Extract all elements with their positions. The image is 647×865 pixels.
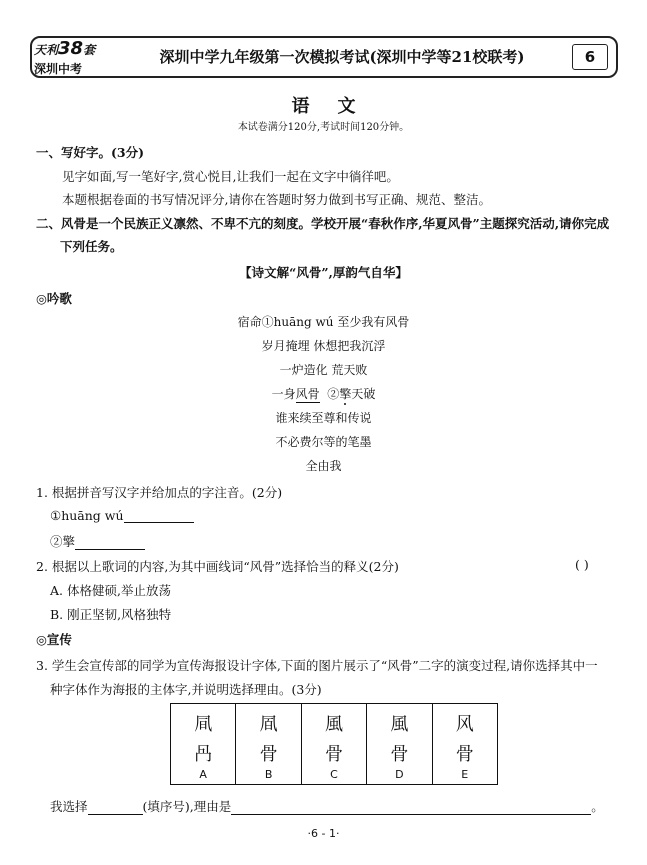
page-footer: ·6 - 1· — [307, 827, 340, 840]
section2-heading-line2: 下列任务。 — [60, 239, 123, 254]
logo-brand: 天利38套 — [34, 38, 96, 59]
poem-line-4: 一身风骨 ②擎天破 — [271, 387, 376, 401]
section1-paragraph-2: 本题根据卷面的书写情况评分,请你在答题时努力做到书写正确、规范、整洁。 — [62, 192, 491, 207]
glyph-cell: 風 骨 D — [367, 704, 432, 785]
glyph-cell: 风 骨 E — [432, 704, 497, 785]
question-2: 2. 根据以上歌词的内容,为其中画线词“风骨”选择恰当的释义(2分) — [36, 559, 399, 574]
poem-line-7: 全由我 — [305, 459, 342, 473]
poem-line-2: 岁月掩埋 休想把我沉浮 — [261, 339, 386, 353]
publisher-logo — [34, 40, 114, 74]
q2-option-b: B. 刚正坚韧,风格独特 — [50, 607, 172, 622]
reason-blank[interactable] — [231, 802, 591, 815]
poem-line-3: 一炉造化 荒天败 — [279, 363, 368, 377]
poem-line-6: 不必费尔等的笔墨 — [275, 435, 372, 449]
question-1: 1. 根据拼音写汉字并给加点的字注音。(2分) — [36, 485, 283, 500]
choice-parentheses[interactable]: ( ) — [575, 557, 589, 572]
q2-option-a: A. 体格健硕,举止放荡 — [50, 583, 171, 598]
subsection-promote: ◎宣传 — [36, 632, 72, 647]
underlined-word: 风骨 — [295, 387, 320, 401]
exam-title: 深圳中学九年级第一次模拟考试(深圳中学等21校联考) — [159, 48, 525, 66]
glyph-cell: 凬 冎 A — [171, 704, 236, 785]
q1-blank-b: ②擎 — [50, 532, 145, 550]
question-3-line2: 种字体作为海报的主体字,并说明选择理由。(3分) — [50, 682, 322, 697]
glyph-evolution-table — [170, 703, 498, 785]
poem-line-1: 宿命①huāng wú 至少我有风骨 — [237, 315, 410, 329]
logo-subtitle: 深圳中考 — [34, 62, 83, 76]
header-band — [30, 36, 618, 78]
q1-blank-a: ①huāng wú — [50, 508, 194, 523]
q3-answer-line: 我选择 (填序号),理由是 。 — [50, 799, 604, 814]
glyph-label: C — [330, 768, 338, 781]
question-3-line1: 3. 学生会宣传部的同学为宣传海报设计字体,下面的图片展示了“风骨”二字的演变过程,请你选择其中一 — [36, 658, 598, 673]
glyph-cell: 凮 骨 B — [236, 704, 301, 785]
paper-number: 6 — [572, 44, 608, 70]
glyph-label: A — [199, 768, 207, 781]
poem-line-5: 谁来续至尊和传说 — [275, 411, 372, 425]
subsection-sing: ◎吟歌 — [36, 291, 72, 306]
section2-heading-line1: 二、风骨是一个民族正义凛然、不卑不亢的刻度。学校开展“春秋作序,华夏风骨”主题探究活动,请你完成 — [36, 216, 610, 231]
glyph-label: D — [395, 768, 404, 781]
answer-blank[interactable] — [124, 510, 194, 523]
score-note: 本试卷满分120分,考试时间120分钟。 — [237, 122, 410, 133]
subject-title: 语文 — [291, 96, 384, 117]
dotted-character: 擎 — [339, 387, 352, 401]
task-title: 【诗文解“风骨”,厚韵气自华】 — [239, 265, 408, 280]
choice-blank[interactable] — [88, 802, 143, 815]
glyph-label: B — [264, 768, 273, 781]
glyph-label: E — [461, 768, 469, 781]
answer-blank[interactable] — [75, 537, 145, 550]
glyph-cell: 風 骨 C — [301, 704, 366, 785]
section1-heading: 一、写好字。(3分) — [36, 145, 145, 160]
section1-paragraph-1: 见字如面,写一笔好字,赏心悦目,让我们一起在文字中徜徉吧。 — [62, 169, 399, 184]
